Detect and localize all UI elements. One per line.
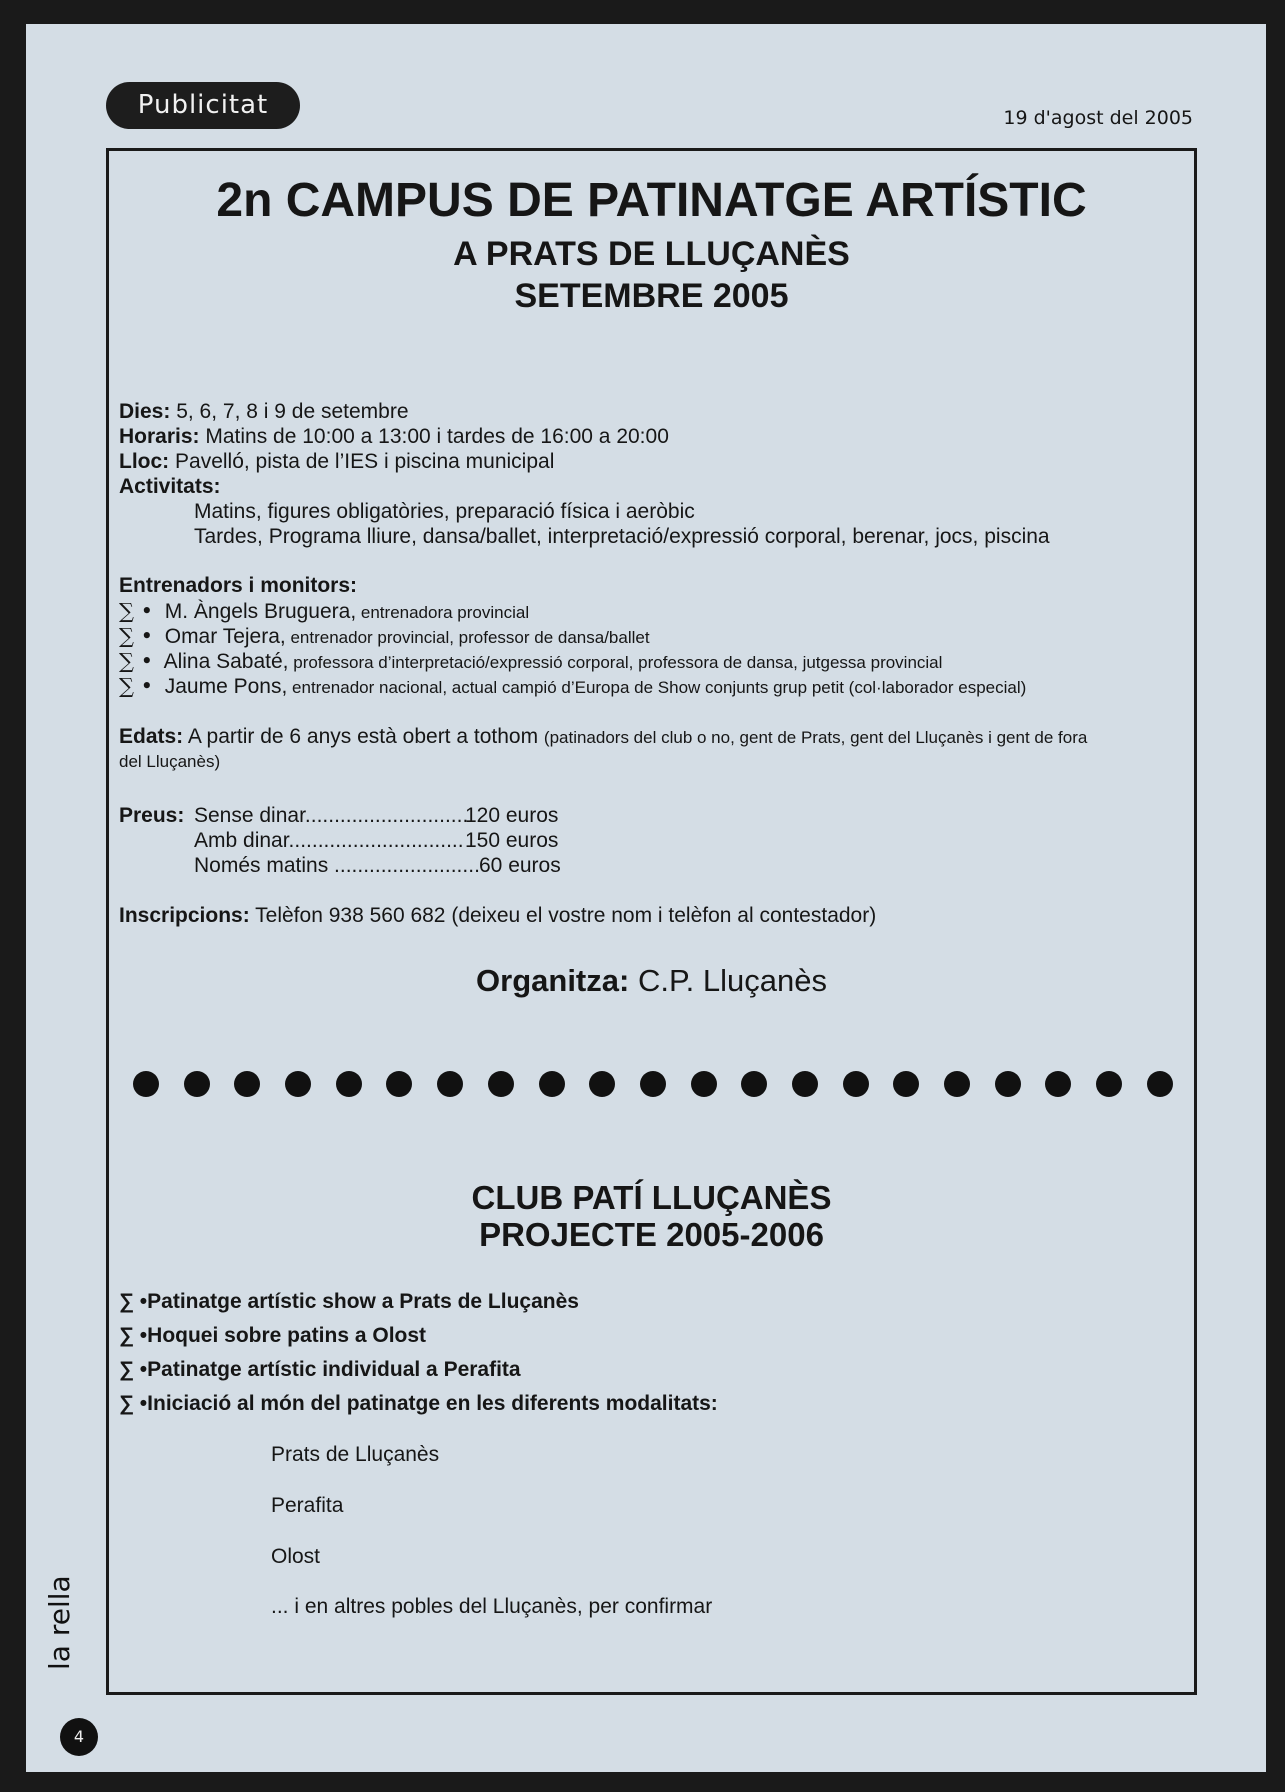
activitats-morning: Matins, figures obligatòries, preparació física i aeròbic	[194, 500, 695, 523]
entrenador-name: Alina Sabaté,	[163, 650, 289, 673]
divider-dot	[539, 1071, 565, 1097]
town-item: ... i en altres pobles del Lluçanès, per confirmar	[271, 1595, 713, 1618]
entrenador-role: professora d’interpretació/expressió corporal, professora de dansa, jutgessa provincial	[288, 653, 943, 672]
divider-dot	[893, 1071, 919, 1097]
entrenador-name: Omar Tejera,	[164, 625, 286, 648]
entrenador-name: Jaume Pons,	[164, 675, 288, 698]
club-project-title: PROJECTE 2005-2006	[479, 1216, 824, 1253]
preu-price: 60 euros	[479, 854, 561, 877]
divider-dot	[1096, 1071, 1122, 1097]
project-item: ∑ •Patinatge artístic show a Prats de Lluçanès	[119, 1290, 579, 1313]
ad-subtitle-location: A PRATS DE LLUÇANÈS	[453, 235, 850, 273]
divider-dot	[792, 1071, 818, 1097]
divider-dot	[488, 1071, 514, 1097]
advertisement-box	[106, 148, 1197, 1695]
preu-price: 150 euros	[465, 829, 559, 852]
preus-label: Preus:	[119, 804, 185, 827]
entrenador-role: entrenador nacional, actual campió d’Europa de Show conjunts grup petit (col·laborador especial)	[287, 678, 1027, 697]
divider-dot	[995, 1071, 1021, 1097]
activitats-afternoon: Tardes, Programa lliure, dansa/ballet, interpretació/expressió corporal, berenar, jocs, piscina	[194, 525, 1050, 548]
divider-dot	[184, 1071, 210, 1097]
inscripcions-label: Inscripcions:	[119, 904, 250, 927]
entrenadors-label: Entrenadors i monitors:	[119, 574, 358, 597]
bullet-symbol: ∑ •	[119, 649, 154, 673]
project-item: ∑ •Patinatge artístic individual a Perafita	[119, 1358, 521, 1381]
divider-dot	[437, 1071, 463, 1097]
inscripcions-value: Telèfon 938 560 682 (deixeu el vostre nom i telèfon al contestador)	[249, 904, 877, 927]
preu-label: Amb dinar..............................	[194, 829, 464, 852]
project-item: ∑ •Iniciació al món del patinatge en les diferents modalitats:	[119, 1392, 718, 1415]
divider-dot	[741, 1071, 767, 1097]
preu-label: Sense dinar............................	[194, 804, 469, 827]
entrenador-item	[119, 674, 1026, 700]
divider-dot	[133, 1071, 159, 1097]
town-item: Olost	[271, 1545, 321, 1568]
entrenador-role: entrenadora provincial	[356, 603, 530, 622]
divider-dot	[234, 1071, 260, 1097]
edats-value: A partir de 6 anys està obert a tothom	[183, 725, 544, 748]
dies-value: 5, 6, 7, 8 i 9 de setembre	[170, 400, 409, 423]
divider-dot	[336, 1071, 362, 1097]
bullet-symbol: ∑ •	[119, 599, 154, 623]
bullet-symbol: ∑ •	[119, 674, 154, 698]
organitza-value: C.P. Lluçanès	[629, 963, 827, 998]
divider-dot	[1147, 1071, 1173, 1097]
town-item: Perafita	[271, 1494, 344, 1517]
dot-divider	[133, 1071, 1173, 1097]
club-title: CLUB PATÍ LLUÇANÈS	[471, 1179, 832, 1216]
activitats-label: Activitats:	[119, 475, 221, 498]
town-item: Prats de Lluçanès	[271, 1443, 440, 1466]
horaris-line	[119, 424, 669, 449]
divider-dot	[589, 1071, 615, 1097]
edats-line	[119, 724, 1087, 750]
entrenador-item	[119, 649, 942, 675]
ad-title: 2n CAMPUS DE PATINATGE ARTÍSTIC	[216, 174, 1087, 227]
project-item: ∑ •Hoquei sobre patins a Olost	[119, 1324, 427, 1347]
divider-dot	[1045, 1071, 1071, 1097]
organitza-label: Organitza:	[476, 963, 630, 998]
page-number: 4	[60, 1718, 98, 1756]
preu-price: 120 euros	[465, 804, 559, 827]
divider-dot	[640, 1071, 666, 1097]
divider-dot	[386, 1071, 412, 1097]
edats-note-continued: del Lluçanès)	[119, 752, 221, 771]
entrenador-role: entrenador provincial, professor de dansa/ballet	[285, 628, 650, 647]
ad-subtitle-date: SETEMBRE 2005	[514, 277, 789, 315]
publication-name: la rella	[43, 1575, 76, 1670]
entrenador-name: M. Àngels Bruguera,	[164, 600, 357, 623]
horaris-label: Horaris:	[119, 425, 200, 448]
dies-line	[119, 399, 409, 424]
lloc-value: Pavelló, pista de l’IES i piscina municipal	[169, 450, 555, 473]
issue-date: 19 d'agost del 2005	[1003, 107, 1193, 129]
preu-label: Només matins .........................	[194, 854, 480, 877]
entrenador-item	[119, 599, 529, 625]
divider-dot	[843, 1071, 869, 1097]
lloc-label: Lloc:	[119, 450, 170, 473]
horaris-value: Matins de 10:00 a 13:00 i tardes de 16:00 a 20:00	[199, 425, 669, 448]
edats-note: (patinadors del club o no, gent de Prats, gent del Lluçanès i gent de fora	[543, 728, 1088, 747]
entrenador-item	[119, 624, 650, 650]
dies-label: Dies:	[119, 400, 171, 423]
divider-dot	[944, 1071, 970, 1097]
lloc-line	[119, 449, 554, 474]
divider-dot	[691, 1071, 717, 1097]
inscripcions-line	[119, 903, 876, 928]
section-label: Publicitat	[106, 82, 300, 129]
divider-dot	[285, 1071, 311, 1097]
edats-label: Edats:	[119, 725, 184, 748]
bullet-symbol: ∑ •	[119, 624, 154, 648]
organitza-line	[109, 963, 1194, 999]
